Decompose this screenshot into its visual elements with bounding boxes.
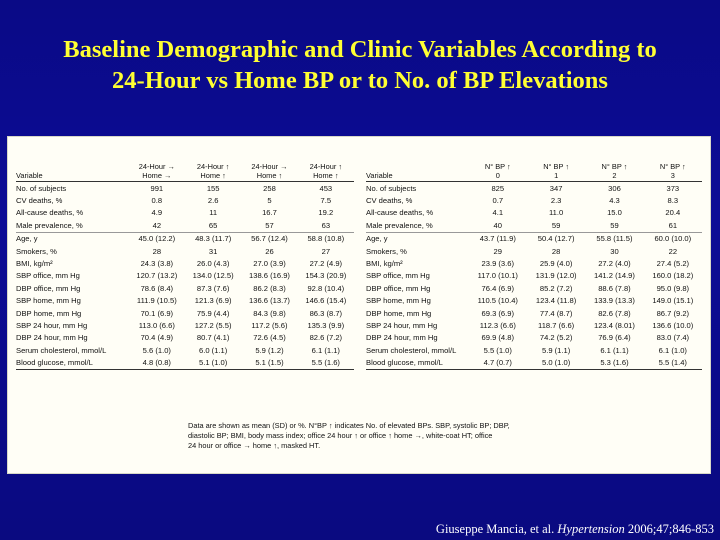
table-cell: 5.6 (1.0) [142, 345, 171, 355]
column-header-1 [129, 157, 185, 182]
column-header-line: Variable [366, 171, 393, 180]
table-cell: 136.6 (10.0) [652, 320, 694, 330]
table-cell: 24.3 (3.8) [140, 259, 174, 269]
table-cell: 95.0 (9.8) [656, 283, 690, 293]
table-cell: 113.0 (6.6) [138, 320, 175, 330]
table-row [366, 344, 702, 356]
table-cell: 72.6 (4.5) [253, 333, 286, 343]
table-cell: 2.3 [550, 196, 562, 206]
row-label: BMI, kg/m² [366, 259, 403, 269]
table-cell: 75.9 (4.4) [196, 308, 230, 318]
row-label: DBP 24 hour, mm Hg [366, 333, 438, 343]
row-label: CV deaths, % [16, 196, 63, 206]
table-cell: 40 [469, 219, 527, 232]
table-row [366, 319, 702, 331]
row-label: Age, y [16, 234, 38, 244]
row-label: Age, y [366, 234, 388, 244]
table-cell: 131.9 (12.0) [535, 271, 577, 281]
table-cell: 80.7 (4.1) [196, 333, 230, 343]
column-header-4 [298, 157, 354, 182]
table-cell: 50.4 (12.7) [537, 234, 575, 244]
row-label: SBP office, mm Hg [16, 271, 80, 281]
table-footnote [188, 421, 548, 451]
table-row [16, 356, 354, 369]
row-label: Male prevalence, % [366, 219, 469, 232]
table-cell: 59 [527, 219, 585, 232]
table-cell: 149.0 (15.1) [652, 296, 694, 306]
column-header-line: Home ↑ [200, 171, 226, 180]
column-header-line: Home ↑ [256, 171, 283, 180]
column-header-3 [585, 157, 643, 182]
table-cell: 55.8 (11.5) [596, 234, 633, 244]
table-cell: 48.3 (11.7) [195, 234, 232, 244]
table-cell: 78.6 (8.4) [140, 283, 174, 293]
table-cell: 23.9 (3.6) [481, 259, 515, 269]
table-cell: 27 [321, 246, 331, 256]
table-cell: 26.0 (4.3) [196, 259, 230, 269]
table-cell: 63 [298, 219, 354, 232]
table-cell: 123.4 (11.8) [535, 296, 577, 306]
table-cell: 136.6 (13.7) [249, 296, 290, 306]
column-header-line: 24-Hour ↑ [309, 162, 343, 171]
column-header-line: N° BP ↑ [543, 162, 570, 171]
table-cell: 5.5 (1.6) [298, 356, 354, 369]
table-row [16, 307, 354, 319]
table-cell: 138.6 (16.9) [249, 271, 290, 281]
table-cell: 110.5 (10.4) [477, 296, 518, 306]
table-row [16, 319, 354, 331]
table-cell: 373 [666, 183, 680, 193]
table-row [16, 295, 354, 307]
table-cell: 133.9 (13.3) [593, 296, 635, 306]
table-cell: 155 [206, 183, 220, 193]
table-cell: 27.2 (4.0) [598, 259, 631, 269]
table-cell: 27.4 (5.2) [656, 259, 690, 269]
row-label: No. of subjects [16, 183, 67, 193]
column-header-2 [527, 157, 585, 182]
table-cell: 117.2 (5.6) [251, 320, 288, 330]
column-header-line: 3 [670, 171, 675, 180]
row-label: DBP 24 hour, mm Hg [16, 333, 88, 343]
table-cell: 76.9 (6.4) [598, 333, 631, 343]
table-cell: 5.1 (1.0) [185, 356, 241, 369]
table-row [366, 332, 702, 344]
table-row [366, 219, 702, 232]
table-row [16, 182, 354, 195]
table-cell: 6.1 (1.0) [658, 345, 687, 355]
table-cell: 11.0 [549, 208, 564, 218]
table-cell: 5.9 (1.2) [255, 345, 284, 355]
column-header-line: N° BP ↑ [484, 162, 511, 171]
table-cell: 0.7 [492, 196, 504, 206]
table-cell: 87.3 (7.6) [196, 283, 230, 293]
table-cell: 25.9 (4.0) [539, 259, 573, 269]
table-cell: 8.3 [667, 196, 679, 206]
column-header-line: Home → [142, 171, 172, 180]
citation-ref: 2006;47;846-853 [627, 522, 714, 536]
table-row [366, 232, 702, 245]
citation-journal: Hypertension [557, 522, 625, 536]
row-label: All-cause deaths, % [366, 208, 434, 218]
column-header-variable [16, 157, 129, 182]
table-row [366, 356, 702, 369]
table-cell: 15.0 [607, 208, 622, 218]
table-cell: 82.6 (7.8) [598, 308, 631, 318]
row-label: SBP 24 hour, mm Hg [16, 320, 88, 330]
table-row [16, 270, 354, 282]
table-cell: 85.2 (7.2) [539, 283, 573, 293]
table-row [366, 282, 702, 294]
citation-authors: Giuseppe Mancia, et al. [435, 522, 555, 536]
row-label: CV deaths, % [366, 196, 413, 206]
column-header-line: N° BP ↑ [601, 162, 628, 171]
table-cell: 57 [241, 219, 297, 232]
table-row [16, 194, 354, 206]
table-cell: 4.9 [151, 208, 163, 218]
title-line-2: 24-Hour vs Home BP or to No. of BP Elevations [112, 67, 608, 94]
table-row [16, 344, 354, 356]
table-cell: 160.0 (18.2) [652, 271, 694, 281]
row-label: DBP home, mm Hg [16, 308, 82, 318]
title-line-1: Baseline Demographic and Clinic Variables According to [63, 36, 657, 63]
table-cell: 69.3 (6.9) [481, 308, 515, 318]
table-row [16, 257, 354, 269]
table-cell: 4.8 (0.8) [129, 356, 185, 369]
table-cell: 7.5 [320, 196, 332, 206]
column-header-3 [241, 157, 297, 182]
table-cell: 825 [491, 183, 505, 193]
row-label: Blood glucose, mmol/L [16, 356, 129, 369]
column-header-line: 24-Hour → [251, 162, 288, 171]
row-label: Male prevalence, % [16, 219, 129, 232]
table-cell: 0.8 [151, 196, 163, 206]
column-header-line: Variable [16, 171, 43, 180]
table-cell: 26 [265, 246, 274, 256]
table-row [16, 207, 354, 219]
table-cell: 5.9 (1.1) [541, 345, 571, 355]
table-cell: 118.7 (6.6) [538, 320, 575, 330]
table-row [366, 307, 702, 319]
table-cell: 86.7 (9.2) [656, 308, 690, 318]
row-label: DBP home, mm Hg [366, 308, 432, 318]
row-label: SBP 24 hour, mm Hg [366, 320, 438, 330]
row-label: All-cause deaths, % [16, 208, 84, 218]
row-label: Serum cholesterol, mmol/L [16, 345, 107, 355]
table-cell: 22 [668, 246, 678, 256]
table-cell: 65 [185, 219, 241, 232]
table-cell: 27.2 (4.9) [309, 259, 343, 269]
table-cell: 4.7 (0.7) [469, 356, 527, 369]
table-cell: 28 [551, 246, 561, 256]
citation [436, 522, 714, 537]
table-cell: 84.3 (9.8) [253, 308, 286, 318]
row-label: DBP office, mm Hg [16, 283, 81, 293]
table-row [16, 219, 354, 232]
table-row [16, 232, 354, 245]
table-cell: 2.6 [207, 196, 219, 206]
table-cell: 4.1 [492, 208, 504, 218]
table-cell: 82.6 (7.2) [309, 333, 343, 343]
table-bp-elevations [366, 157, 702, 370]
table-cell: 16.7 [262, 208, 277, 218]
table-cell: 991 [150, 183, 164, 193]
table-row [366, 270, 702, 282]
table-cell: 29 [493, 246, 502, 256]
table-row [366, 245, 702, 257]
table-row [366, 194, 702, 206]
table-cell: 30 [610, 246, 619, 256]
table-cell: 92.8 (10.4) [307, 283, 345, 293]
column-header-line: Home ↑ [313, 171, 339, 180]
table-cell: 135.3 (9.9) [307, 320, 345, 330]
table-cell: 58.8 (10.8) [307, 234, 345, 244]
table-cell: 5 [267, 196, 272, 206]
row-label: BMI, kg/m² [16, 259, 53, 269]
table-cell: 45.0 (12.2) [138, 234, 176, 244]
table-row [366, 207, 702, 219]
table-cell: 76.4 (6.9) [481, 283, 515, 293]
table-panel [7, 136, 711, 474]
table-cell: 4.3 [609, 196, 620, 206]
table-cell: 5.0 (1.0) [527, 356, 585, 369]
table-cell: 77.4 (8.7) [539, 308, 573, 318]
table-row [366, 295, 702, 307]
footnote-line-2: diastolic BP; BMI, body mass index; office 24 hour ↑ or office ↑ home →, white-coat HT; office [188, 431, 493, 440]
table-cell: 86.3 (8.7) [309, 308, 343, 318]
table-cell: 43.7 (11.9) [479, 234, 516, 244]
row-label: SBP office, mm Hg [366, 271, 430, 281]
table-cell: 56.7 (12.4) [251, 234, 288, 244]
table-cell: 27.0 (3.9) [253, 259, 286, 269]
column-header-line: 24-Hour ↑ [196, 162, 230, 171]
table-cell: 70.4 (4.9) [140, 333, 174, 343]
table-cell: 59 [585, 219, 643, 232]
row-label: Serum cholesterol, mmol/L [366, 345, 457, 355]
table-cell: 134.0 (12.5) [192, 271, 234, 281]
table-cell: 19.2 [318, 208, 334, 218]
table-cell: 42 [129, 219, 185, 232]
table-cell: 146.6 (15.4) [305, 296, 347, 306]
column-header-line: 2 [612, 171, 617, 180]
table-cell: 453 [319, 183, 333, 193]
row-label: Smokers, % [366, 246, 407, 256]
table-cell: 61 [644, 219, 702, 232]
table-cell: 6.1 (1.1) [600, 345, 629, 355]
table-cell: 5.1 (1.5) [241, 356, 297, 369]
table-cell: 69.9 (4.8) [481, 333, 515, 343]
column-header-line: N° BP ↑ [659, 162, 686, 171]
table-row [366, 257, 702, 269]
table-cell: 258 [263, 183, 276, 193]
table-cell: 86.2 (8.3) [253, 283, 286, 293]
column-header-1 [469, 157, 527, 182]
table-cell: 60.0 (10.0) [654, 234, 692, 244]
column-header-variable [366, 157, 469, 182]
column-header-line: 24-Hour → [138, 162, 175, 171]
footnote-line-3: 24 hour or office → home ↑, masked HT. [188, 441, 321, 450]
table-cell: 5.5 (1.4) [644, 356, 702, 369]
table-cell: 120.7 (13.2) [136, 271, 178, 281]
table-cell: 117.0 (10.1) [477, 271, 518, 281]
table-cell: 74.2 (5.2) [539, 333, 573, 343]
table-cell: 127.2 (5.5) [194, 320, 232, 330]
column-header-line: 0 [495, 171, 500, 180]
footnote-line-1: Data are shown as mean (SD) or %. N°BP ↑ indicates No. of elevated BPs. SBP, systolic BP; DBP, [188, 421, 510, 430]
row-label: Smokers, % [16, 246, 57, 256]
table-cell: 6.1 (1.1) [311, 345, 340, 355]
column-header-2 [185, 157, 241, 182]
table-cell: 31 [208, 246, 218, 256]
table-cell: 306 [608, 183, 621, 193]
table-cell: 5.3 (1.6) [585, 356, 643, 369]
column-header-line: 1 [554, 171, 559, 180]
table-header-row [366, 157, 702, 182]
table-header-row [16, 157, 354, 182]
table-cell: 121.3 (6.9) [194, 296, 232, 306]
table-cell: 20.4 [665, 208, 681, 218]
table-row [366, 182, 702, 195]
row-label: DBP office, mm Hg [366, 283, 431, 293]
table-row [16, 332, 354, 344]
table-24hour-vs-home [16, 157, 354, 370]
table-cell: 6.0 (1.1) [199, 345, 228, 355]
table-cell: 28 [152, 246, 162, 256]
row-label: SBP home, mm Hg [366, 296, 431, 306]
table-cell: 347 [549, 183, 563, 193]
table-cell: 5.5 (1.0) [483, 345, 512, 355]
table-cell: 11 [209, 208, 218, 218]
column-header-4 [644, 157, 702, 182]
table-cell: 111.9 (10.5) [136, 296, 177, 306]
row-label: Blood glucose, mmol/L [366, 356, 469, 369]
table-cell: 123.4 (8.01) [593, 320, 635, 330]
table-row [16, 245, 354, 257]
table-row [16, 282, 354, 294]
table-cell: 70.1 (6.9) [140, 308, 174, 318]
table-cell: 88.6 (7.8) [598, 283, 631, 293]
table-cell: 141.2 (14.9) [593, 271, 635, 281]
table-cell: 154.3 (20.9) [305, 271, 347, 281]
row-label: SBP home, mm Hg [16, 296, 81, 306]
table-cell: 83.0 (7.4) [656, 333, 690, 343]
slide-title [0, 34, 720, 96]
row-label: No. of subjects [366, 183, 417, 193]
table-cell: 112.3 (6.6) [479, 320, 516, 330]
